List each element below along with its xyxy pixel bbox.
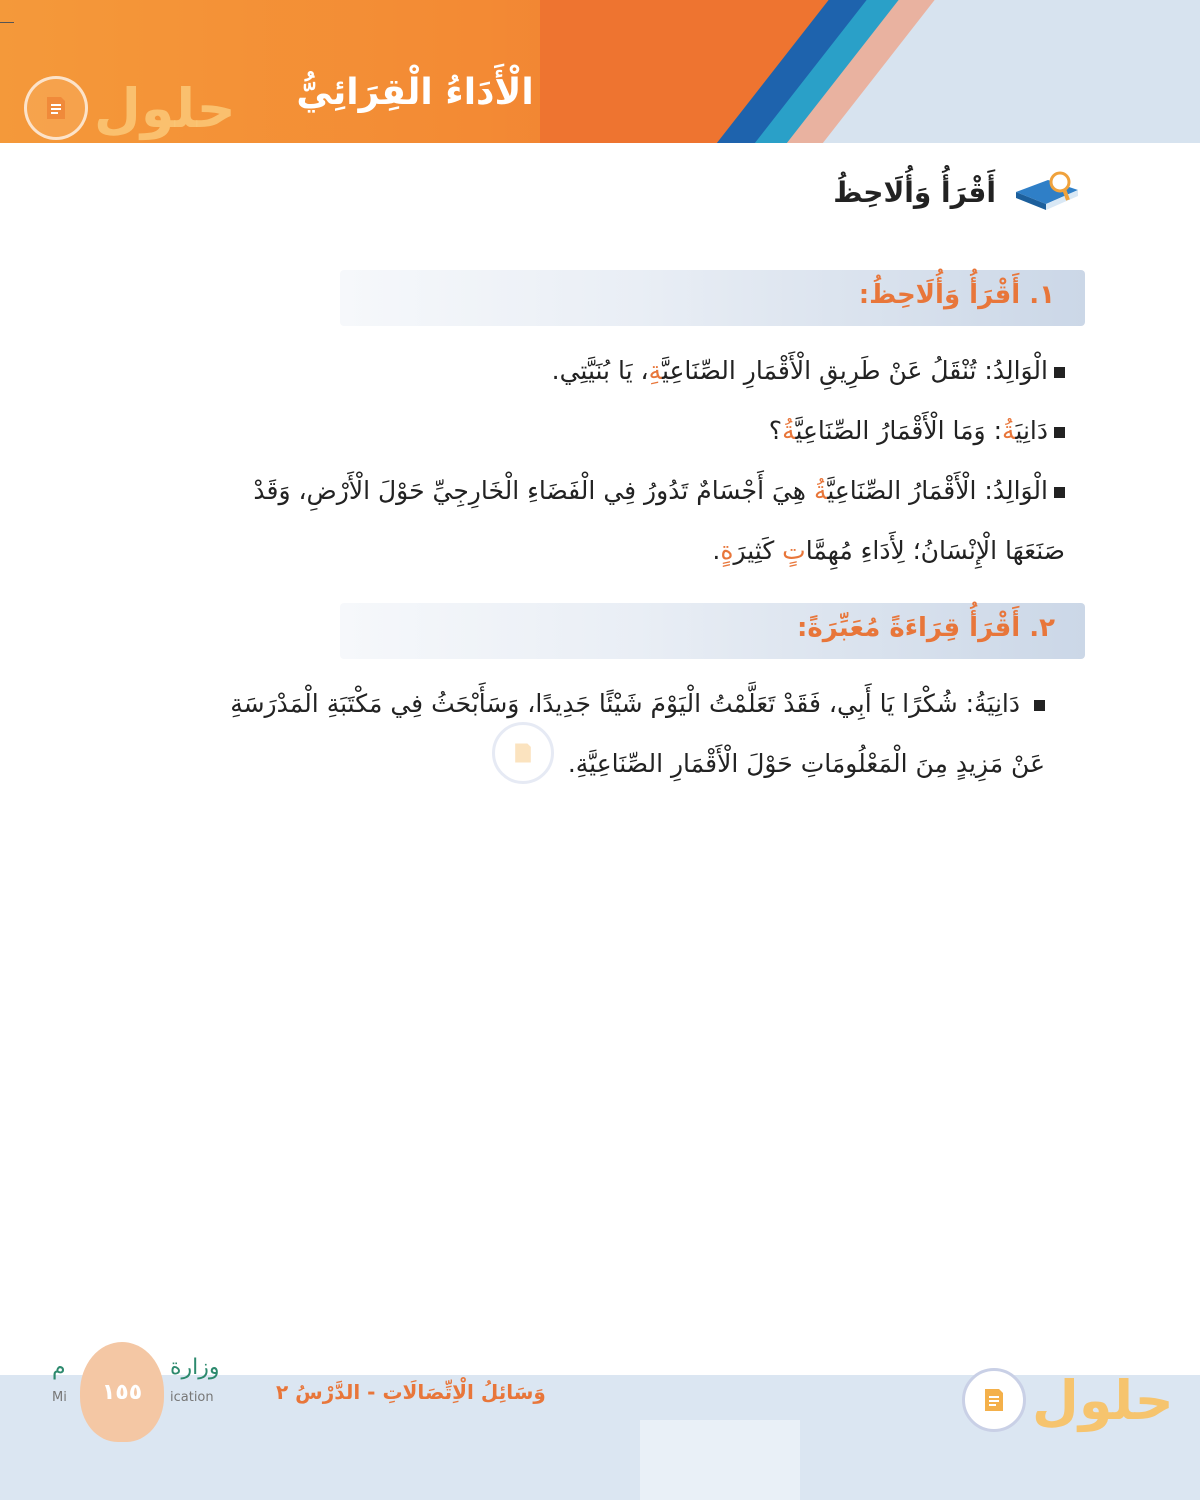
- speaker: الْوَالِدُ:: [984, 356, 1048, 385]
- bullet-icon: [1054, 427, 1065, 438]
- highlight-letter: ةِ: [648, 356, 662, 385]
- section-heading: [833, 168, 1082, 216]
- block1-label: ١. أَقْرَأُ وَأُلَاحِظُ:: [858, 280, 1055, 310]
- line-text: كَثِيرَ: [733, 536, 783, 565]
- highlight-letter: ةٍ: [720, 536, 734, 565]
- ministry-logo-en-right: ication: [170, 1390, 214, 1405]
- bullet-icon: [1034, 700, 1045, 711]
- bullet-icon: [1054, 367, 1065, 378]
- bullet-icon: [1054, 487, 1065, 498]
- ministry-logo-ar-right: وزارة: [170, 1355, 220, 1380]
- line-text: تُنْقَلُ عَنْ طَرِيقِ الْأَقْمَارِ الصِّنَاعِيَّ: [661, 356, 985, 385]
- line-text: عَنْ مَزِيدٍ مِنَ الْمَعْلُومَاتِ حَوْلَ الْأَقْمَارِ الصِّنَاعِيَّةِ.: [567, 749, 1045, 778]
- line-text: هِيَ أَجْسَامٌ تَدُورُ فِي الْفَضَاءِ الْخَارِجِيِّ حَوْلَ الْأَرْضِ، وَقَدْ: [253, 476, 814, 505]
- line-text: الْأَقْمَارُ الصِّنَاعِيَّ: [827, 476, 985, 505]
- highlight-letter: ةُ: [813, 476, 828, 505]
- footer-logo: [962, 1368, 1174, 1432]
- page-header: [0, 0, 1200, 143]
- header-title: الْأَدَاءُ الْقِرَائِيُّ: [296, 72, 534, 113]
- logo-text: حلول: [1032, 1368, 1174, 1432]
- section-title: أَقْرَأُ وَأُلَاحِظُ: [833, 175, 996, 209]
- dialogue-line: [135, 340, 1065, 402]
- line-text: وَمَا الْأَقْمَارُ الصِّنَاعِيَّ: [795, 416, 994, 445]
- speaker: الْوَالِدُ:: [984, 476, 1048, 505]
- footer-highlight: [640, 1420, 800, 1500]
- hulul-logo-icon: [24, 76, 88, 140]
- dialogue-line-continued: [135, 520, 1065, 582]
- line-text: دَانِيَةُ: شُكْرًا يَا أَبِي، فَقَدْ تَعَلَّمْتُ الْيَوْمَ شَيْئًا جَدِيدًا، وَسَأَبْحَثُ فِي مَكْتَبَةِ الْمَدْرَسَةِ: [230, 689, 1020, 718]
- highlight-letter: ةُ: [782, 416, 796, 445]
- dialogue-line-continued: [135, 733, 1045, 795]
- dialogue-line: [135, 400, 1065, 462]
- ministry-logo-ar-left: م: [52, 1355, 66, 1380]
- line-text: .: [712, 536, 721, 565]
- hulul-logo-icon: [492, 722, 554, 784]
- footer-caption: وَسَائِلُ الْاِتِّصَالَاتِ - الدَّرْسُ ٢: [276, 1380, 546, 1404]
- block1-header-bar: [340, 270, 1085, 326]
- block2-header-bar: [340, 603, 1085, 659]
- hulul-logo-icon: [962, 1368, 1026, 1432]
- line-text: صَنَعَهَا الْإِنْسَانُ؛ لِأَدَاءِ مُهِمَّا: [805, 536, 1065, 565]
- block2-label: ٢. أَقْرَأُ قِرَاءَةً مُعَبِّرَةً:: [797, 613, 1055, 643]
- page-number: ١٥٥: [80, 1342, 164, 1442]
- line-text: ، يَا بُنَيَّتِي.: [551, 356, 649, 385]
- speaker: دَانِيَ: [1015, 416, 1048, 445]
- dialogue-line: [135, 460, 1065, 522]
- watermark-logo: [492, 722, 554, 784]
- crop-mark: [0, 22, 14, 23]
- header-logo: [24, 76, 236, 140]
- speaker-colon: :: [993, 416, 1002, 445]
- book-magnifier-icon: [1012, 168, 1082, 216]
- ministry-logo-en-left: Mi: [52, 1390, 67, 1405]
- dialogue-line: [135, 673, 1045, 735]
- logo-text: حلول: [94, 76, 236, 140]
- line-text: ؟: [768, 416, 783, 445]
- highlight-letter: ةُ: [1002, 416, 1016, 445]
- highlight-letter: تٍ: [782, 536, 806, 565]
